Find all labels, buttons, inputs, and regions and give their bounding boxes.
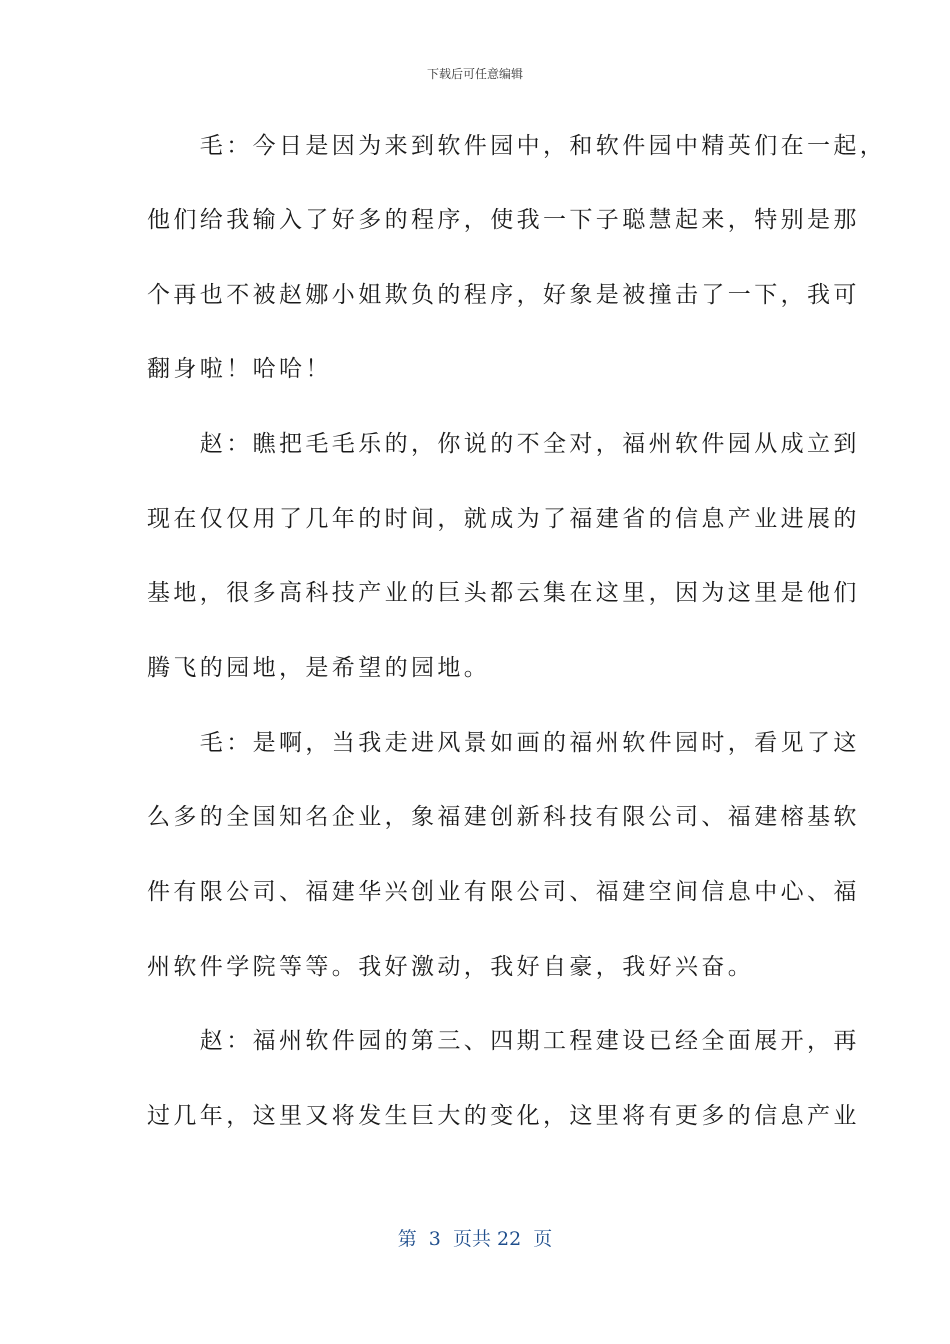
page-header: 下载后可任意编辑	[426, 67, 523, 81]
body-line: 他们给我输入了好多的程序，使我一下子聪慧起来，特别是那	[147, 207, 860, 233]
body-line: 个再也不被赵娜小姐欺负的程序，好象是被撞击了一下，我可	[147, 282, 860, 308]
body-line: 么多的全国知名企业，象福建创新科技有限公司、福建榕基软	[147, 804, 860, 830]
body-line: 毛：是啊，当我走进风景如画的福州软件园时，看见了这	[147, 730, 860, 756]
body-line: 腾飞的园地，是希望的园地。	[147, 655, 491, 681]
body-line: 赵：福州软件园的第三、四期工程建设已经全面展开，再	[147, 1028, 860, 1054]
body-line: 赵：瞧把毛毛乐的，你说的不全对，福州软件园从成立到	[147, 431, 860, 457]
page-number-footer: 第 3 页共 22 页	[397, 1228, 553, 1250]
body-line: 基地，很多高科技产业的巨头都云集在这里，因为这里是他们	[147, 580, 860, 606]
body-line: 过几年，这里又将发生巨大的变化，这里将有更多的信息产业	[147, 1103, 860, 1129]
body-line: 件有限公司、福建华兴创业有限公司、福建空间信息中心、福	[147, 879, 860, 905]
body-line: 翻身啦！哈哈！	[147, 356, 332, 382]
body-line: 毛：今日是因为来到软件园中，和软件园中精英们在一起，	[147, 133, 887, 159]
body-line: 州软件学院等等。我好激动，我好自豪，我好兴奋。	[147, 954, 755, 980]
body-line: 现在仅仅用了几年的时间，就成为了福建省的信息产业进展的	[147, 506, 860, 532]
